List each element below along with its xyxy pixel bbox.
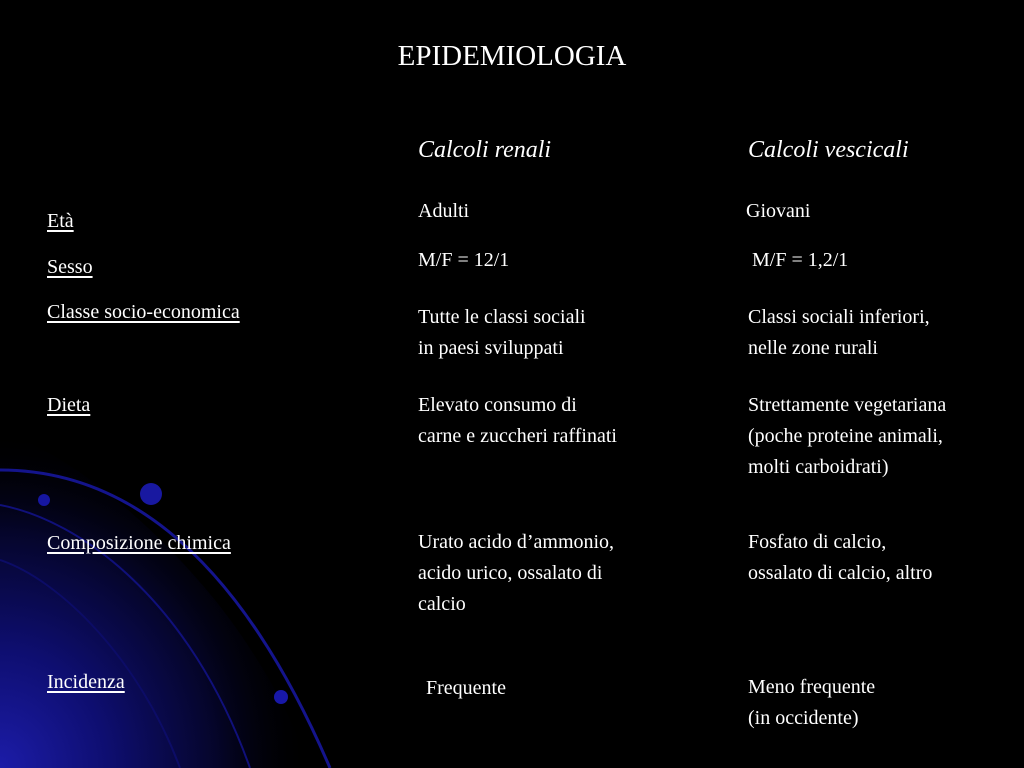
row-label-incidenza: Incidenza (47, 671, 125, 693)
cell-sesso-renali: M/F = 12/1 (418, 249, 510, 271)
row-label-sesso: Sesso (47, 256, 93, 278)
background-dot (38, 494, 50, 506)
background-dot (274, 690, 288, 704)
cell-eta-renali: Adulti (418, 200, 470, 222)
slide-title: EPIDEMIOLOGIA (397, 40, 627, 72)
cell-dieta-vescicali: Strettamente vegetariana (poche proteine animali, molti carboidrati) (748, 394, 947, 478)
column-header-renali: Calcoli renali (418, 137, 552, 163)
cell-composizione-renali: Urato acido d’ammonio, acido urico, ossalato di calcio (418, 531, 615, 615)
cell-eta-vescicali: Giovani (746, 200, 811, 222)
cell-classe-renali: Tutte le classi sociali in paesi sviluppati (418, 306, 586, 359)
row-label-classe-socio-economica: Classe socio-economica (47, 301, 240, 323)
cell-sesso-vescicali: M/F = 1,2/1 (752, 249, 849, 271)
cell-dieta-renali: Elevato consumo di carne e zuccheri raffinati (418, 394, 617, 447)
column-header-vescicali: Calcoli vescicali (748, 137, 909, 163)
row-label-eta: Età (47, 210, 74, 232)
background-glow-shape (0, 430, 310, 768)
row-label-dieta: Dieta (47, 394, 91, 416)
cell-incidenza-vescicali: Meno frequente (in occidente) (748, 676, 876, 729)
cell-classe-vescicali: Classi sociali inferiori, nelle zone rurali (748, 306, 930, 359)
cell-incidenza-renali: Frequente (426, 677, 506, 699)
cell-composizione-vescicali: Fosfato di calcio, ossalato di calcio, altro (748, 531, 933, 584)
row-label-composizione-chimica: Composizione chimica (47, 532, 231, 554)
background-dot (140, 483, 162, 505)
